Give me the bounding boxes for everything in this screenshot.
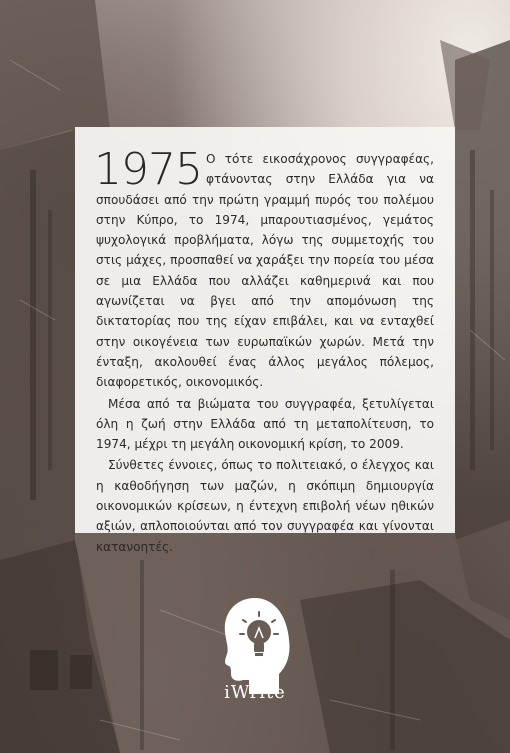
synopsis-paragraph-3: Σύνθετες έννοιες, όπως το πολιτειακό, ο έλεγχος και η καθοδήγηση των μαζών, η σκόπιμη δημιουργία οικονομικών κρίσεων, η έντεχνη επιβολή νέων ηθικών αξιών, απλοποιούνται από τον συγγραφέα και γίνονται κατανοητές. (96, 458, 434, 554)
publisher-name: iWrite (224, 682, 286, 703)
synopsis-paragraph-2: Μέσα από τα βιώματα του συγγραφέα, ξετυλίγεται όλη η ζωή στην Ελλάδα από τη μεταπολίτευση, το 1974, μέχρι τη μεγάλη οικονομική κρίση, το 2009. (96, 396, 434, 452)
synopsis-paragraph-1-text: Ο τότε εικοσάχρονος συγγραφέας, φτάνοντας στην Ελλάδα για να σπουδάσει από την πρώτη γραμμή πυρός του πολέμου στην Κύπρο, το 1974, μπαρουτιασμένος, γεμάτος ψυχολογικά προβλήματα, λόγω της συμμετοχής του στις μάχες, προσπαθεί να χαράξει την πορεία του μέσα σε μια Ελλάδα που αλλάζει καθημερινά και που αγωνίζεται να βγει από την απομόνωση της δικτατορίας που της είχαν επιβάλει, και να ενταχθεί στην οικογένεια των ευρωπαϊκών χωρών. Μετά την ένταξη, ακολουθεί ένας άλλος μεγάλος πόλεμος, διαφορετικός, οικονομικός. (96, 152, 434, 390)
year-dropcap: 1975 (94, 144, 202, 195)
synopsis-paragraph-1 (94, 144, 434, 393)
synopsis-panel (75, 127, 455, 554)
